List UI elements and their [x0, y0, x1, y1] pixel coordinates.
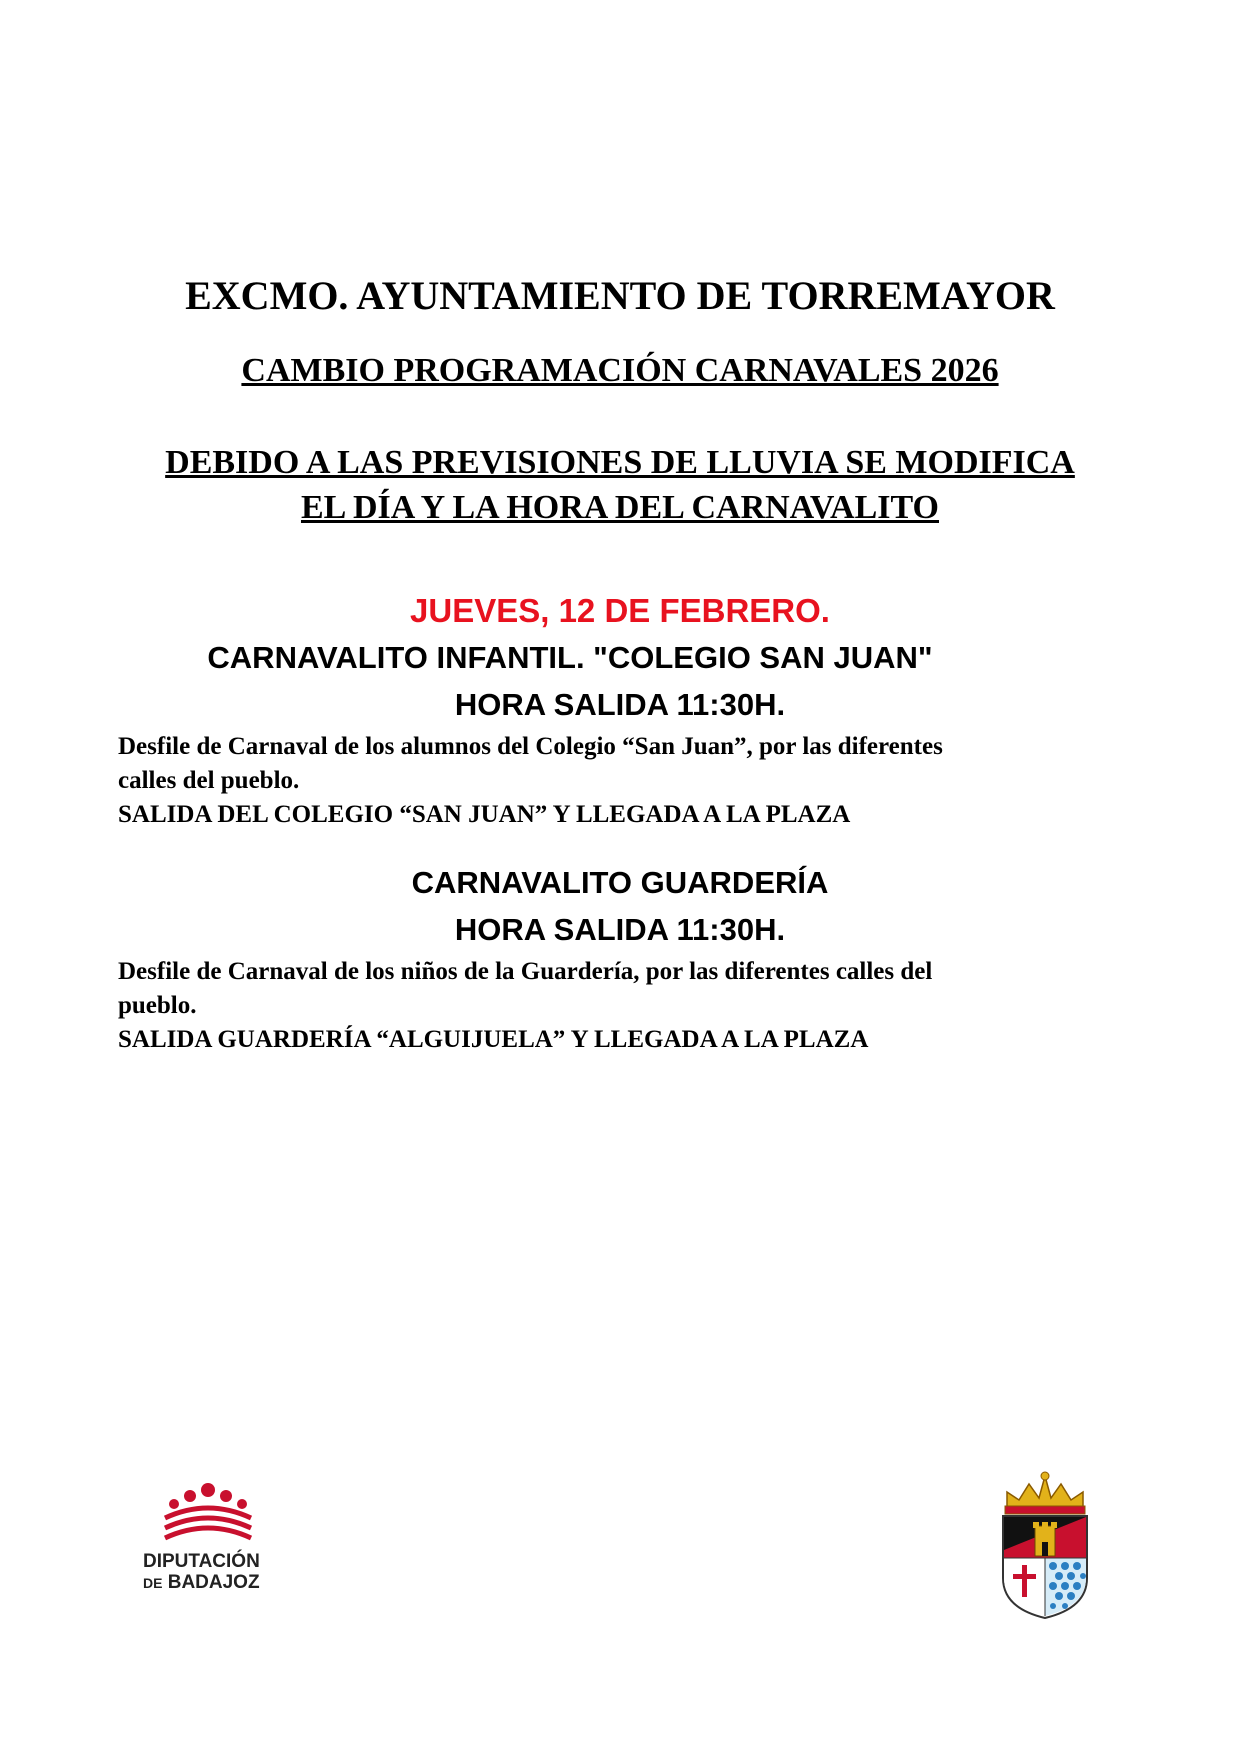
logo-text-prefix: DE [143, 1575, 163, 1591]
coat-of-arms-icon [995, 1470, 1095, 1620]
page-title: EXCMO. AYUNTAMIENTO DE TORREMAYOR [185, 273, 1055, 318]
description-line: pueblo. [118, 992, 197, 1019]
event-title-guarderia: CARNAVALITO GUARDERÍA [411, 865, 829, 900]
diputacion-emblem-icon [143, 1482, 273, 1544]
event-route: SALIDA DEL COLEGIO “SAN JUAN” Y LLEGADA A LA PLAZA [118, 801, 851, 828]
description-line: Desfile de Carnaval de los niños de la Guardería, por las diferentes calles del [118, 958, 933, 985]
event-description-infantil [118, 730, 1118, 832]
event-time-infantil: HORA SALIDA 11:30H. [454, 687, 786, 722]
notice [100, 440, 1140, 530]
event-date: JUEVES, 12 DE FEBRERO. [410, 592, 830, 629]
description-line: calles del pueblo. [118, 767, 300, 794]
event-route: SALIDA GUARDERÍA “ALGUIJUELA” Y LLEGADA A LA PLAZA [118, 1026, 869, 1053]
notice-line-2: EL DÍA Y LA HORA DEL CARNAVALITO [300, 489, 939, 526]
event-time-guarderia: HORA SALIDA 11:30H. [454, 912, 786, 947]
event-description-guarderia [118, 955, 1118, 1057]
notice-line-1: DEBIDO A LAS PREVISIONES DE LLUVIA SE MODIFICA [165, 444, 1075, 481]
logo-text-main: BADAJOZ [167, 1572, 260, 1593]
logo-text-line1: DIPUTACIÓN [143, 1551, 260, 1572]
diputacion-badajoz-logo [143, 1482, 273, 1592]
description-line: Desfile de Carnaval de los alumnos del Colegio “San Juan”, por las diferentes [118, 733, 943, 760]
event-title-infantil: CARNAVALITO INFANTIL. "COLEGIO SAN JUAN" [207, 640, 933, 675]
page-subtitle: CAMBIO PROGRAMACIÓN CARNAVALES 2026 [241, 352, 999, 389]
